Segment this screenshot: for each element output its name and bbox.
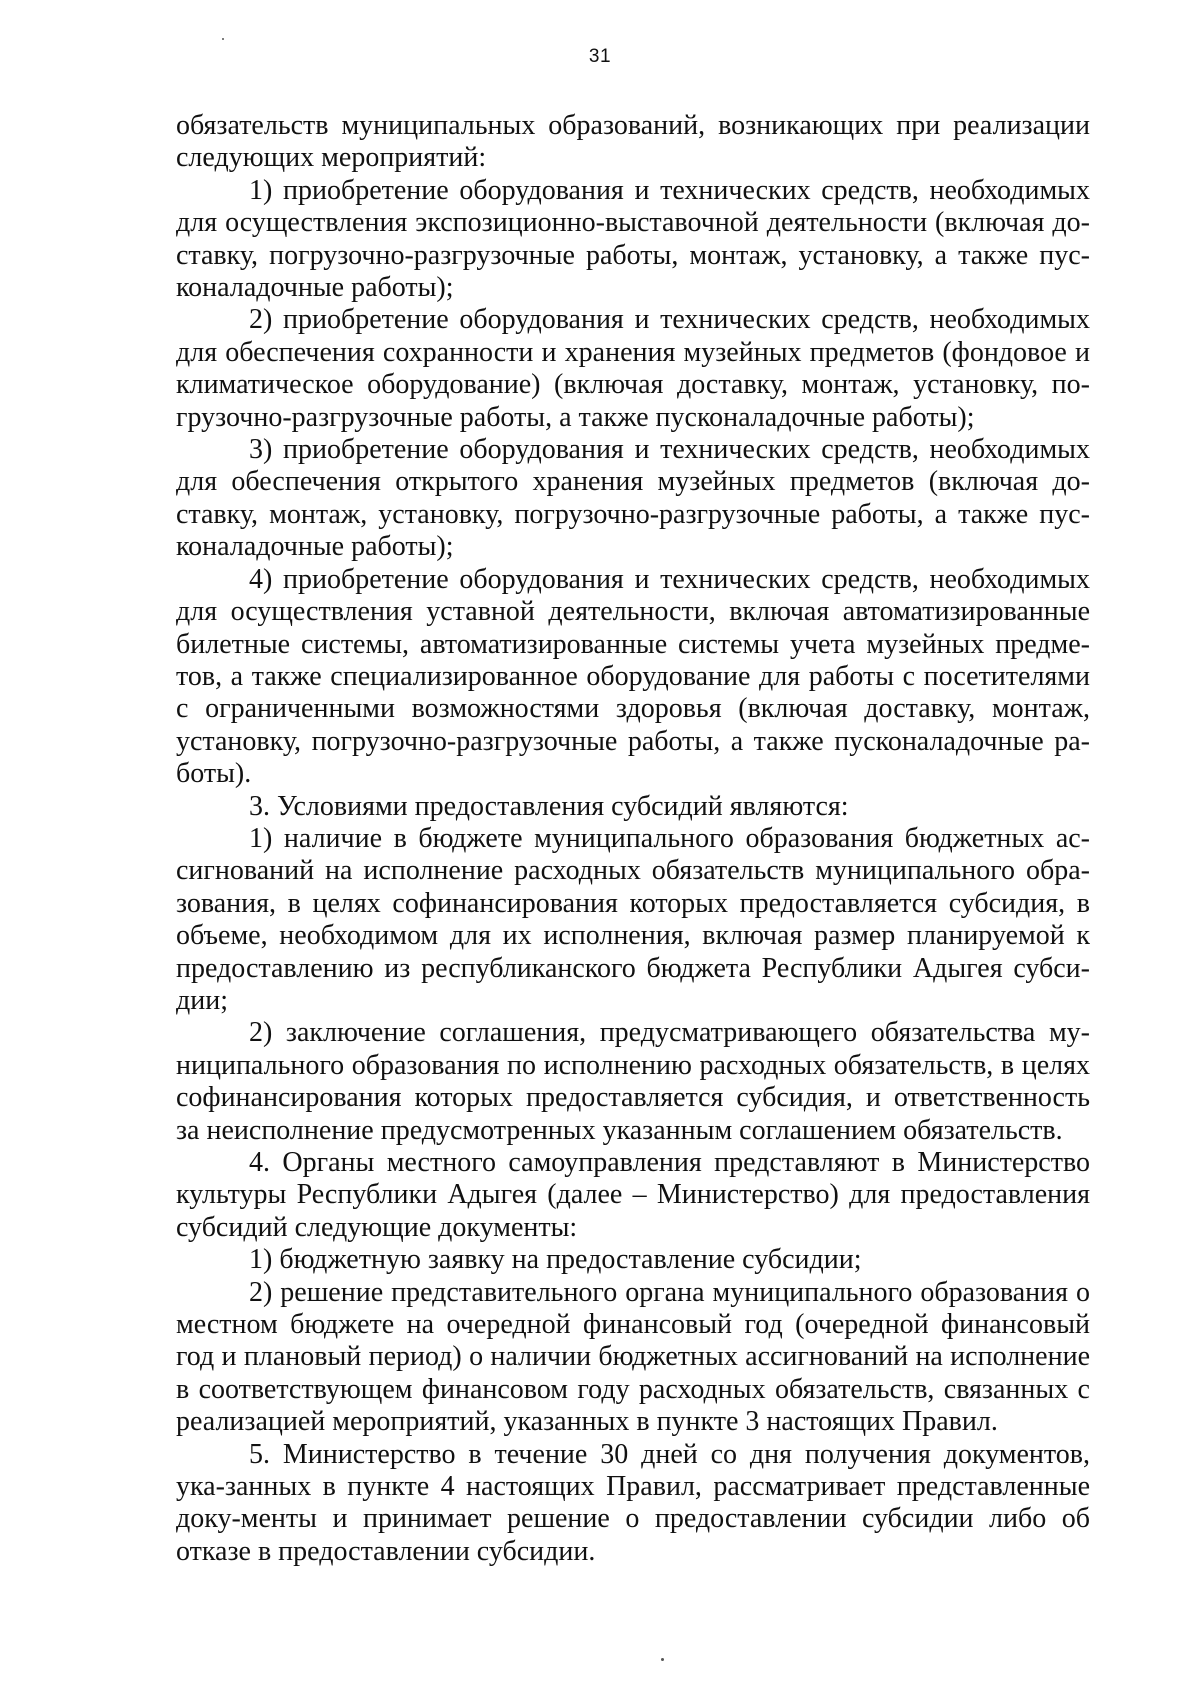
page-number: 31: [588, 46, 612, 67]
paragraph-4: 4) приобретение оборудования и технических средств, необходимых для осуществления уставной деятельности, включая автоматизированные билетные системы, автоматизированные системы учета музейных предме-тов, а также специализированное оборудование для работы с посетителями с ограниченными возможностями здоровья (включая доставку, монтаж, установку, погрузочно-разгрузочные работы, а также пусконаладочные ра-боты).: [176, 563, 1090, 790]
paragraph-7: 2) заключение соглашения, предусматривающего обязательства му-ниципального образования по исполнению расходных обязательств, в целях софинансирования которых предоставляется субсидия, и ответственность за неисполнение предусмотренных указанным соглашением обязательств.: [176, 1017, 1090, 1146]
paragraph-3: 3) приобретение оборудования и технических средств, необходимых для обеспечения открытого хранения музейных предметов (включая до-ставку, монтаж, установку, погрузочно-разгрузочные работы, а также пус-коналадочные работы);: [176, 434, 1090, 563]
paragraph-6: 1) наличие в бюджете муниципального образования бюджетных ас-сигнований на исполнение расходных обязательств муниципального обра-зования, в целях софинансирования которых предоставляется субсидия, в объеме, необходимом для их исполнения, включая размер планируемой к предоставлению из республиканского бюджета Республики Адыгея субси-дии;: [176, 822, 1090, 1016]
paragraph-9: 1) бюджетную заявку на предоставление субсидии;: [249, 1244, 862, 1276]
document-body: [176, 110, 1090, 1568]
paragraph-8: 4. Органы местного самоуправления представляют в Министерство культуры Республики Адыгея (далее – Министерство) для предоставления субсидий следующие документы:: [176, 1147, 1090, 1243]
paragraph-5: 3. Условиями предоставления субсидий являются:: [249, 790, 849, 822]
paragraph-1: 1) приобретение оборудования и технических средств, необходимых для осуществления экспозиционно-выставочной деятельности (включая до-ставку, погрузочно-разгрузочные работы, монтаж, установку, а также пус-коналадочные работы);: [176, 174, 1090, 304]
scan-speck: [222, 38, 224, 40]
scan-speck: [661, 1658, 664, 1661]
paragraph-11: 5. Министерство в течение 30 дней со дня получения документов, ука-занных в пункте 4 настоящих Правил, рассматривает представленные доку-менты и принимает решение о предоставлении субсидии либо об отказе в предоставлении субсидии.: [176, 1438, 1090, 1567]
paragraph-0: обязательств муниципальных образований, возникающих при реализации следующих мероприятий:: [176, 110, 1090, 174]
paragraph-2: 2) приобретение оборудования и технических средств, необходимых для обеспечения сохранности и хранения музейных предметов (фондовое и климатическое оборудование) (включая доставку, монтаж, установку, по-грузочно-разгрузочные работы, а также пусконаладочные работы);: [176, 304, 1090, 433]
paragraph-10: 2) решение представительного органа муниципального образования о местном бюджете на очередной финансовый год (очередной финансовый год и плановый период) о наличии бюджетных ассигнований на исполнение в соответствующем финансовом году расходных обязательств, связанных с реализацией мероприятий, указанных в пункте 3 настоящих Правил.: [176, 1276, 1090, 1438]
